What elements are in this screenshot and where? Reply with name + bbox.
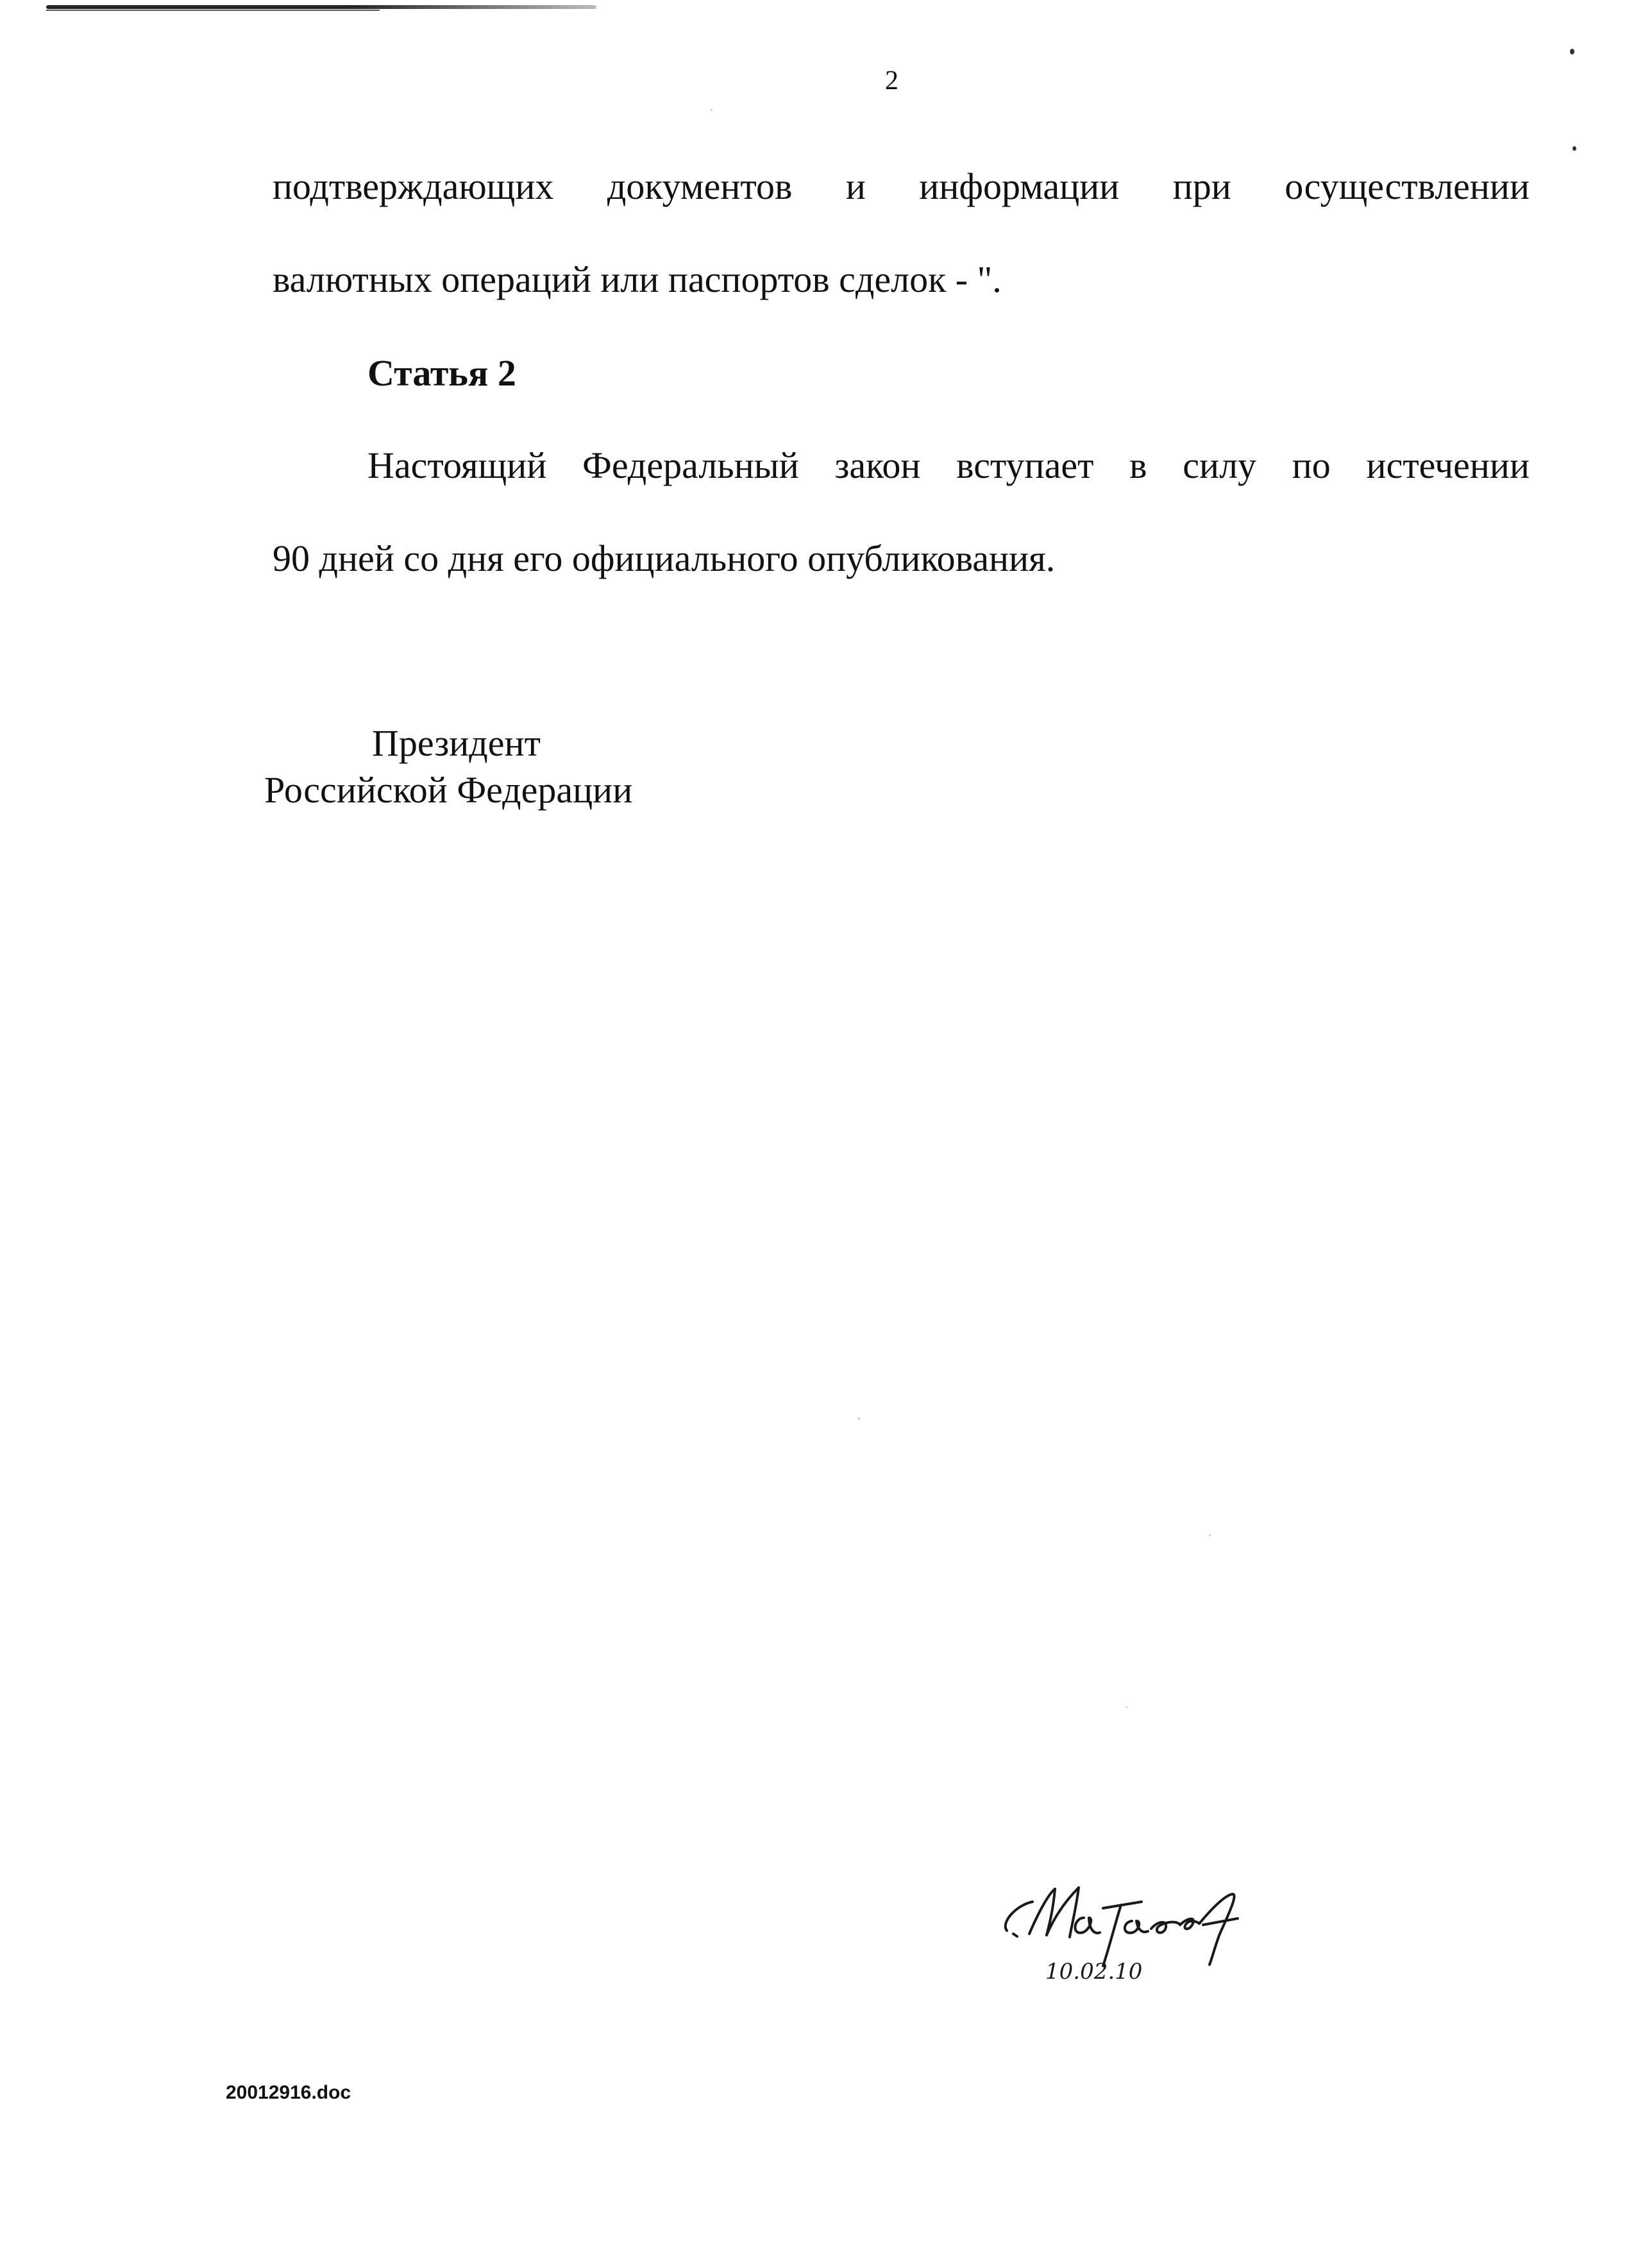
scan-mark xyxy=(1572,146,1576,151)
article-heading: Статья 2 xyxy=(367,352,516,394)
scan-speck xyxy=(1209,1534,1211,1536)
article-text-line xyxy=(367,444,1530,486)
file-name: 20012916.doc xyxy=(226,2082,351,2103)
top-scan-rule-thin xyxy=(46,10,380,11)
scan-speck xyxy=(858,1418,860,1419)
page-number: 2 xyxy=(885,66,898,96)
scan-speck xyxy=(711,109,712,111)
paragraph-line: валютных операций или паспортов сделок - ". xyxy=(273,258,1002,300)
scan-speck xyxy=(1125,1706,1127,1708)
paragraph-line: подтверждающих документов и информации при осуществлении xyxy=(273,165,1530,207)
article-text-line-1: Настоящий Федеральный закон вступает в силу по истечении xyxy=(367,444,1530,486)
signatory-country: Российской Федерации xyxy=(264,769,633,811)
scan-mark xyxy=(1570,49,1574,55)
handwritten-signature xyxy=(994,1883,1263,1992)
top-scan-rule xyxy=(46,5,596,9)
handwritten-date: 10.02.10 xyxy=(1045,1959,1143,1985)
signatory-title: Президент xyxy=(372,722,541,764)
article-text-line: 90 дней со дня его официального опубликования. xyxy=(273,537,1056,579)
